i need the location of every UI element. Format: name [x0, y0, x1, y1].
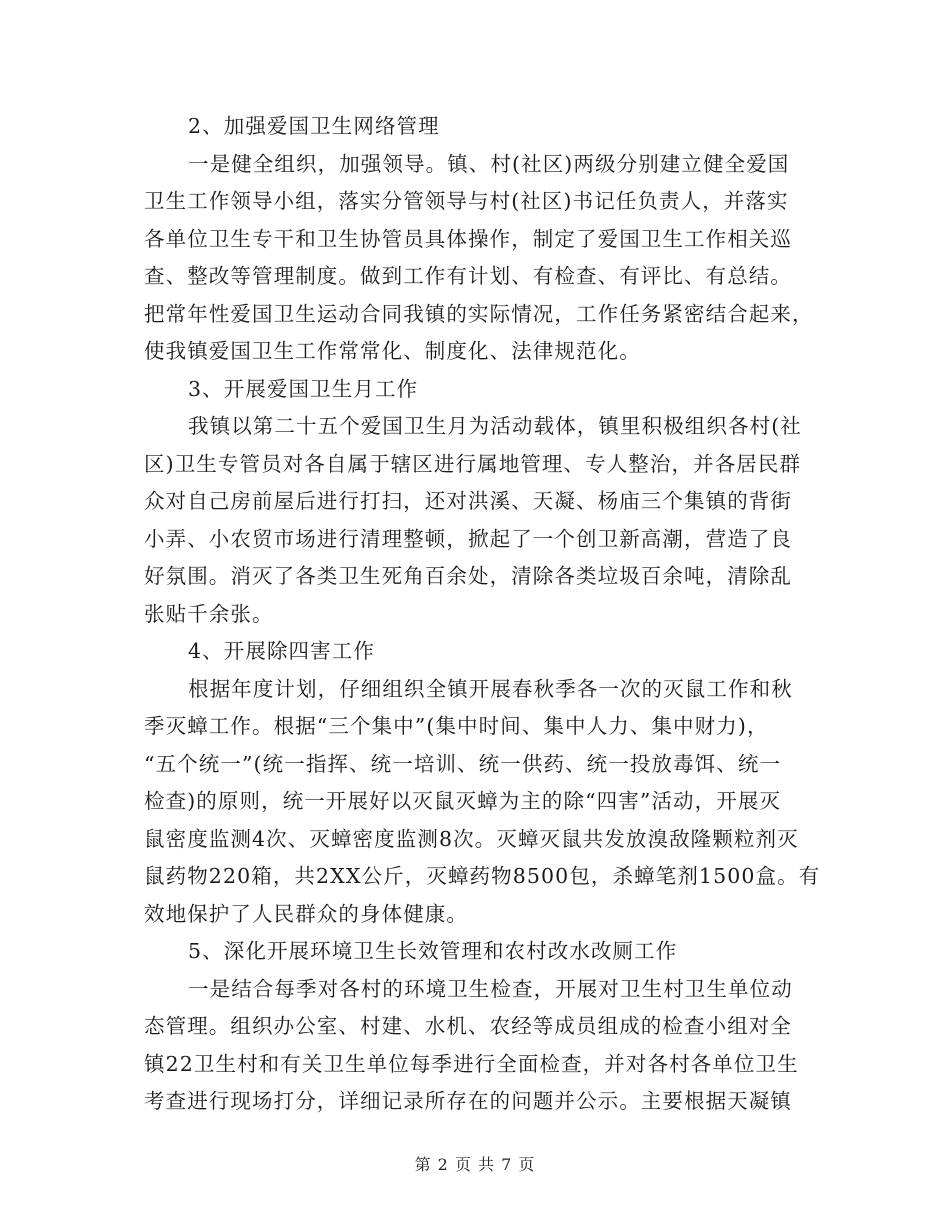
paragraph-line: 各单位卫生专干和卫生协管员具体操作，制定了爱国卫生工作相关巡 [144, 226, 792, 251]
paragraph-line: “五个统一”(统一指挥、统一培训、统一供药、统一投放毒饵、统一 [144, 751, 782, 776]
section-heading-2: 2、加强爱国卫生网络管理 [188, 114, 440, 138]
paragraph-line: 一是结合每季对各村的环境卫生检查，开展对卫生村卫生单位动 [188, 976, 793, 1001]
paragraph-line: 查、整改等管理制度。做到工作有计划、有检查、有评比、有总结。 [144, 264, 792, 288]
paragraph-line: 考查进行现场打分，详细记录所存在的问题并公示。主要根据天凝镇 [144, 1089, 792, 1113]
paragraph-line: 镇22卫生村和有关卫生单位每季进行全面检查，并对各村各单位卫生 [144, 1051, 799, 1076]
paragraph-line: 把常年性爱国卫生运动合同我镇的实际情况，工作任务紧密结合起来， [144, 301, 814, 326]
paragraph-line: 好氛围。消灭了各类卫生死角百余处，清除各类垃圾百余吨，清除乱 [144, 564, 792, 588]
paragraph-line: 鼠密度监测4次、灭蟑密度监测8次。灭蟑灭鼠共发放溴敌隆颗粒剂灭 [144, 826, 799, 851]
section-heading-5: 5、深化开展环境卫生长效管理和农村改水改厕工作 [188, 939, 678, 963]
paragraph-line: 张贴千余张。 [144, 601, 274, 626]
paragraph-line: 众对自己房前屋后进行打扫，还对洪溪、天凝、杨庙三个集镇的背街 [144, 489, 792, 513]
paragraph-line: 根据年度计划，仔细组织全镇开展春秋季各一次的灭鼠工作和秋 [188, 676, 793, 701]
paragraph-line: 态管理。组织办公室、村建、水机、农经等成员组成的检查小组对全 [144, 1014, 792, 1038]
section-heading-4: 4、开展除四害工作 [188, 639, 375, 663]
paragraph-line: 鼠药物220箱，共2XX公斤，灭蟑药物8500包，杀蟑笔剂1500盒。有 [144, 864, 821, 888]
page-number-footer: 第 2 页 共 7 页 [414, 1155, 536, 1174]
paragraph-line: 卫生工作领导小组，落实分管领导与村(社区)书记任负责人，并落实 [144, 189, 789, 213]
paragraph-line: 季灭蟑工作。根据“三个集中”(集中时间、集中人力、集中财力)， [144, 714, 769, 738]
paragraph-line: 使我镇爱国卫生工作常常化、制度化、法律规范化。 [144, 339, 641, 363]
paragraph-line: 小弄、小农贸市场进行清理整顿，掀起了一个创卫新高潮，营造了良 [144, 526, 792, 551]
paragraph-line: 效地保护了人民群众的身体健康。 [144, 901, 468, 926]
paragraph-line: 区)卫生专管员对各自属于辖区进行属地管理、专人整治，并各居民群 [144, 451, 802, 476]
document-body [144, 108, 821, 1121]
paragraph-line: 一是健全组织，加强领导。镇、村(社区)两级分别建立健全爱国 [188, 151, 790, 176]
paragraph-line: 我镇以第二十五个爱国卫生月为活动载体，镇里积极组织各村(社 [188, 414, 802, 438]
paragraph-line: 检查)的原则，统一开展好以灭鼠灭蟑为主的除“四害”活动，开展灭 [144, 789, 782, 813]
section-heading-3: 3、开展爱国卫生月工作 [188, 376, 419, 401]
